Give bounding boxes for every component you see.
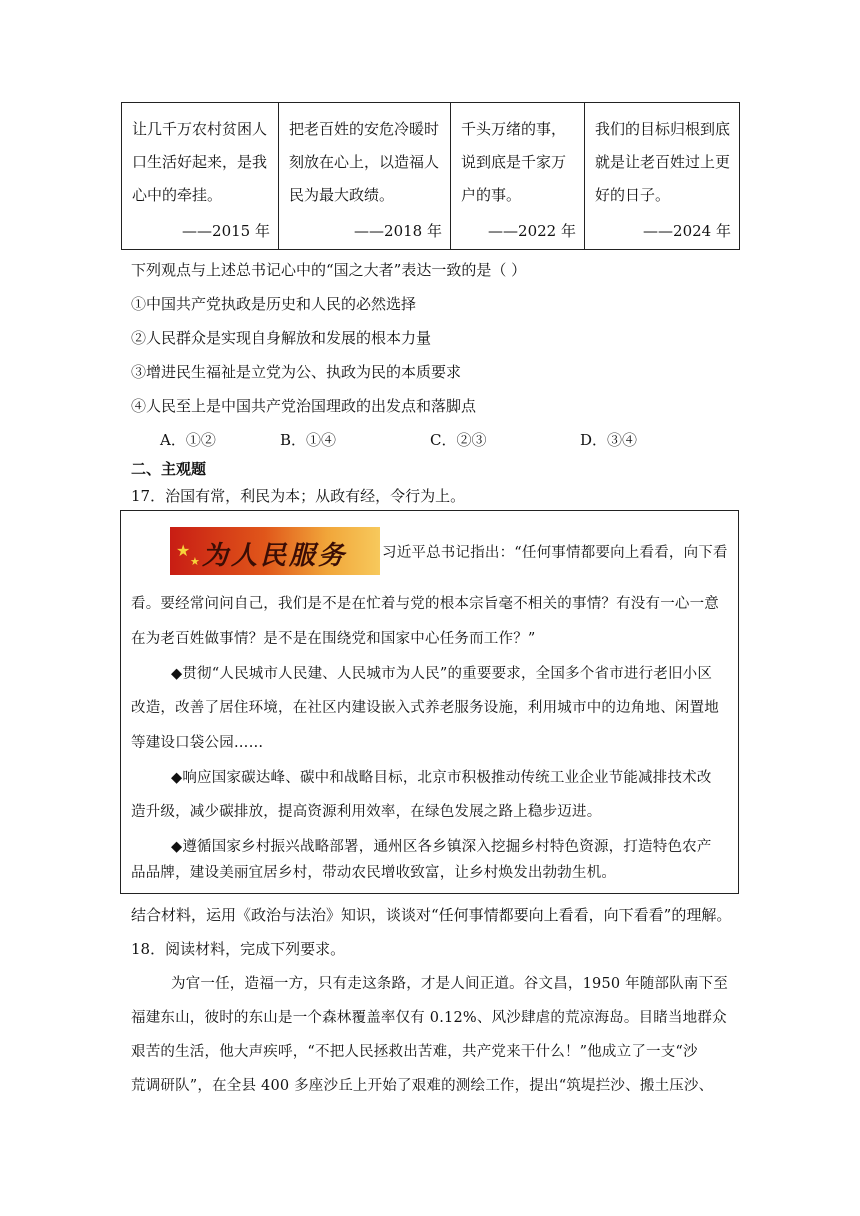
option-d[interactable]: D．③④ <box>580 431 638 449</box>
material-18-line: 荒调研队”，在全县 400 多座沙丘上开始了艰难的测绘工作，提出“筑堤拦沙、搬土压沙、 <box>131 1078 714 1094</box>
quote-cell <box>279 103 451 250</box>
material-line: ◆响应国家碳达峰、碳中和战略目标，北京市积极推动传统工业企业节能减排技术改 <box>171 770 712 786</box>
quote-text: 千头万绪的事，说到底是千家万户的事。 <box>461 120 567 204</box>
statement-4: ④人民至上是中国共产党治国理政的出发点和落脚点 <box>131 397 477 415</box>
material-18-line: 为官一任，造福一方，只有走这条路，才是人间正道。谷文昌，1950 年随部队南下至 <box>171 976 729 992</box>
quote-text: 让几千万农村贫困人口生活好起来，是我心中的牵挂。 <box>132 120 268 204</box>
quote-text: 我们的目标归根到底就是让老百姓过上更好的日子。 <box>595 120 731 204</box>
quote-cell <box>122 103 279 250</box>
material-line: 在为老百姓做事情？是不是在围绕党和国家中心任务而工作？” <box>131 631 536 647</box>
quote-year: ——2024 年 <box>643 222 731 240</box>
star-icon: ★ <box>176 541 191 560</box>
star-icon: ★ <box>190 555 200 568</box>
material-line: 习近平总书记指出：“任何事情都要向上看看，向下看 <box>382 545 728 561</box>
quotes-table <box>121 102 740 250</box>
option-b[interactable]: B．①④ <box>280 431 337 449</box>
question-18-intro: 18．阅读材料，完成下列要求。 <box>131 940 346 958</box>
option-c[interactable]: C．②③ <box>430 431 487 449</box>
material-line: ◆遵循国家乡村振兴战略部署，通州区各乡镇深入挖掘乡村特色资源，打造特色农产 <box>171 839 712 855</box>
quote-text: 把老百姓的安危冷暖时刻放在心上，以造福人民为最大政绩。 <box>289 120 440 204</box>
quote-year: ——2018 年 <box>354 222 442 240</box>
statement-3: ③增进民生福祉是立党为公、执政为民的本质要求 <box>131 363 462 381</box>
material-line: 等建设口袋公园…… <box>131 735 264 751</box>
material-line: 造升级，减少碳排放，提高资源利用效率，在绿色发展之路上稳步迈进。 <box>131 804 602 820</box>
material-line: ◆贯彻“人民城市人民建、人民城市为人民”的重要要求，全国多个省市进行老旧小区 <box>171 666 713 682</box>
material-line: 改造，改善了居住环境，在社区内建设嵌入式养老服务设施，利用城市中的边角地、闲置地 <box>131 700 719 716</box>
banner-text: 为人民服务 <box>202 541 348 571</box>
quote-year: ——2015 年 <box>182 222 270 240</box>
question-17-intro: 17．治国有常，利民为本；从政有经，令行为上。 <box>131 487 466 505</box>
banner-image <box>170 527 380 575</box>
question-17-question: 结合材料，运用《政治与法治》知识，谈谈对“任何事情都要向上看看，向下看看”的理解。 <box>131 906 732 924</box>
material-18-line: 艰苦的生活，他大声疾呼，“不把人民拯救出苦难，共产党来干什么！”他成立了一支“沙 <box>131 1044 698 1060</box>
material-line: 品品牌，建设美丽宜居乡村，带动农民增收致富，让乡村焕发出勃勃生机。 <box>131 865 617 881</box>
question-16-stem: 下列观点与上述总书记心中的“国之大者”表达一致的是（ ） <box>131 261 527 279</box>
material-line: 看。要经常问问自己，我们是不是在忙着与党的根本宗旨毫不相关的事情？有没有一心一意 <box>131 596 719 612</box>
quote-cell <box>585 103 740 250</box>
option-a[interactable]: A．①② <box>160 431 216 449</box>
statement-1: ①中国共产党执政是历史和人民的必然选择 <box>131 295 417 313</box>
quote-cell <box>451 103 585 250</box>
statement-2: ②人民群众是实现自身解放和发展的根本力量 <box>131 329 432 347</box>
quote-year: ——2022 年 <box>488 222 576 240</box>
section-heading: 二、主观题 <box>131 460 207 478</box>
material-18-line: 福建东山，彼时的东山是一个森林覆盖率仅有 0.12%、风沙肆虐的荒凉海岛。目睹当地群众 <box>131 1010 727 1026</box>
